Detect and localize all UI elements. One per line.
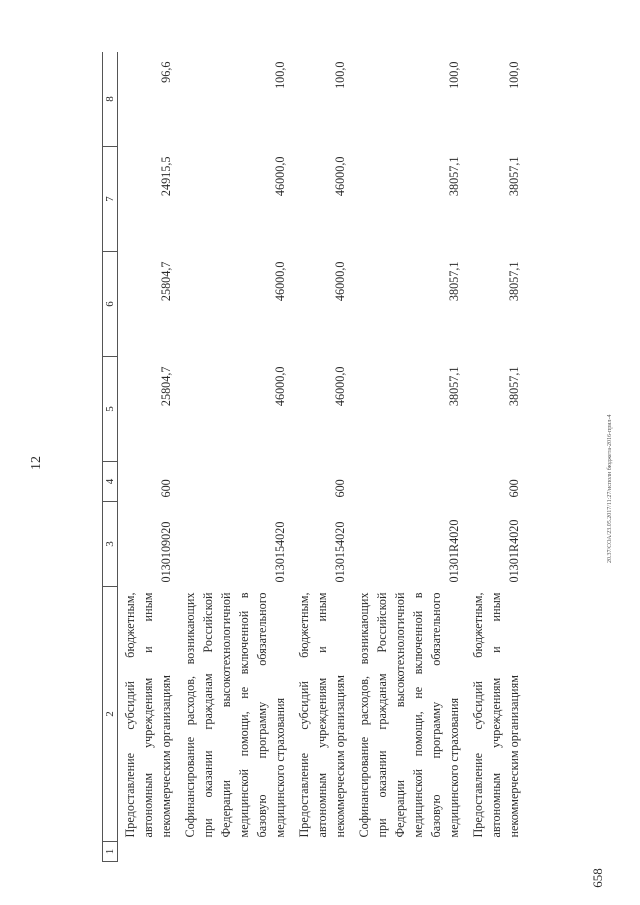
- row-vr: 600: [507, 479, 521, 498]
- row-value-5: 38057,1: [447, 366, 461, 407]
- cell-empty: [292, 842, 352, 862]
- row-value-6: 25804,7: [159, 261, 173, 302]
- row-code: 01301R4020: [447, 519, 461, 583]
- col-header: 8: [103, 52, 118, 147]
- row-value-6: 38057,1: [447, 261, 461, 302]
- cell-empty: [466, 842, 526, 862]
- row-name: Предоставление субсидий бюджетным, автономным учреждениям и иным некоммерческим организациям: [471, 592, 521, 838]
- row-code: 0130109020: [159, 521, 173, 583]
- row-value-6: 46000,0: [273, 261, 287, 302]
- cell-empty: [118, 842, 179, 862]
- sheet-number: 658: [589, 868, 605, 888]
- row-value-5: 38057,1: [507, 366, 521, 407]
- col-header: 3: [103, 502, 118, 587]
- row-value-8: 100,0: [507, 61, 521, 89]
- row-value-7: 38057,1: [447, 156, 461, 197]
- col-header: 1: [103, 842, 118, 862]
- row-code: 0130154020: [333, 521, 347, 583]
- col-header: 2: [103, 587, 118, 842]
- col-header: 5: [103, 357, 118, 462]
- footer-text: 20.37/СОА/23.05.2017/11:27/исполн бюджета-2016-прил-4: [607, 414, 613, 563]
- row-value-8: 100,0: [333, 61, 347, 89]
- row-vr: [178, 462, 292, 502]
- row-code: 01301R4020: [507, 519, 521, 583]
- row-vr: 600: [159, 479, 173, 498]
- col-header: 6: [103, 252, 118, 357]
- row-vr: [352, 462, 466, 502]
- budget-table-container: [102, 52, 547, 862]
- row-name: Софинансирование расходов, возникающих при оказании гражданам Российской Федерации высокотехнологичной медицинской помощи, не включенной в базовую программу обязательного медицинского страхования: [183, 592, 287, 838]
- row-name: Предоставление субсидий бюджетным, автономным учреждениям и иным некоммерческим организациям: [297, 592, 347, 838]
- budget-table-rotated: [102, 52, 547, 862]
- budget-table: [102, 52, 526, 862]
- col-header: 7: [103, 147, 118, 252]
- table-row: [352, 52, 466, 862]
- row-name: Предоставление субсидий бюджетным, автономным учреждениям и иным некоммерческим организациям: [123, 592, 173, 838]
- row-code: 0130154020: [273, 521, 287, 583]
- row-value-7: 46000,0: [333, 156, 347, 197]
- table-row: [466, 52, 526, 862]
- header-row: [103, 52, 118, 862]
- row-value-8: 100,0: [447, 61, 461, 89]
- table-row: [118, 52, 179, 862]
- col-header: 4: [103, 462, 118, 502]
- row-vr: 600: [333, 479, 347, 498]
- table-row: [292, 52, 352, 862]
- row-value-5: 25804,7: [159, 366, 173, 407]
- row-value-8: 100,0: [273, 61, 287, 89]
- cell-empty: [352, 842, 466, 862]
- row-value-7: 38057,1: [507, 156, 521, 197]
- row-value-5: 46000,0: [333, 366, 347, 407]
- cell-empty: [178, 842, 292, 862]
- row-value-6: 46000,0: [333, 261, 347, 302]
- row-value-6: 38057,1: [507, 261, 521, 302]
- row-value-5: 46000,0: [273, 366, 287, 407]
- row-value-7: 24915,5: [159, 156, 173, 197]
- row-value-7: 46000,0: [273, 156, 287, 197]
- row-value-8: 96,6: [159, 61, 173, 83]
- row-name: Софинансирование расходов, возникающих при оказании гражданам Российской Федерации высокотехнологичной медицинской помощи, не включенной в базовую программу обязательного медицинского страхования: [357, 592, 461, 838]
- table-row: [178, 52, 292, 862]
- page-number: 12: [29, 456, 44, 470]
